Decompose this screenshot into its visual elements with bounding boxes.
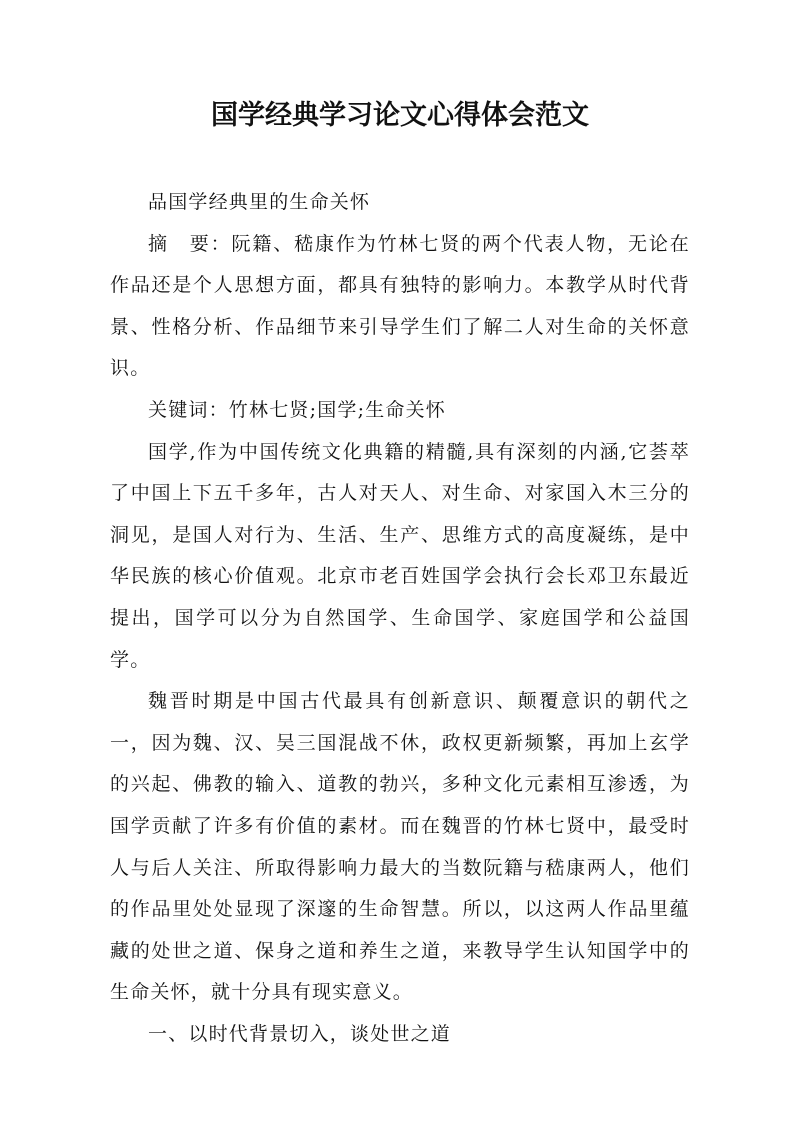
body-paragraph: 国学,作为中国传统文化典籍的精髓,具有深刻的内涵,它荟萃了中国上下五千多年，古人对天人、对生命、对家国入木三分的洞见，是国人对行为、生活、生产、思维方式的高度凝练，是中华民族的核心价值观。北京市老百姓国学会执行会长邓卫东最近提出，国学可以分为自然国学、生命国学、家庭国学和公益国学。 bbox=[110, 440, 690, 671]
document-body bbox=[110, 182, 690, 1055]
subtitle-paragraph: 品国学经典里的生命关怀 bbox=[148, 191, 371, 213]
document-title: 国学经典学习论文心得体会范文 bbox=[211, 100, 589, 131]
keywords-paragraph: 关键词：竹林七贤;国学;生命关怀 bbox=[148, 398, 447, 421]
abstract-paragraph: 摘 要：阮籍、嵇康作为竹林七贤的两个代表人物，无论在作品还是个人思想方面，都具有独特的影响力。本教学从时代背景、性格分析、作品细节来引导学生们了解二人对生命的关怀意识。 bbox=[110, 232, 690, 380]
body-paragraph: 魏晋时期是中国古代最具有创新意识、颠覆意识的朝代之一，因为魏、汉、吴三国混战不休，政权更新频繁，再加上玄学的兴起、佛教的输入、道教的勃兴，多种文化元素相互渗透，为国学贡献了许多有价值的素材。而在魏晋的竹林七贤中，最受时人与后人关注、所取得影响力最大的当数阮籍与嵇康两人，他们的作品里处处显现了深邃的生命智慧。所以，以这两人作品里蕴藏的处世之道、保身之道和养生之道，来教导学生认知国学中的生命关怀，就十分具有现实意义。 bbox=[110, 690, 690, 1004]
section-heading: 一、以时代背景切入，谈处世之道 bbox=[148, 1022, 452, 1045]
